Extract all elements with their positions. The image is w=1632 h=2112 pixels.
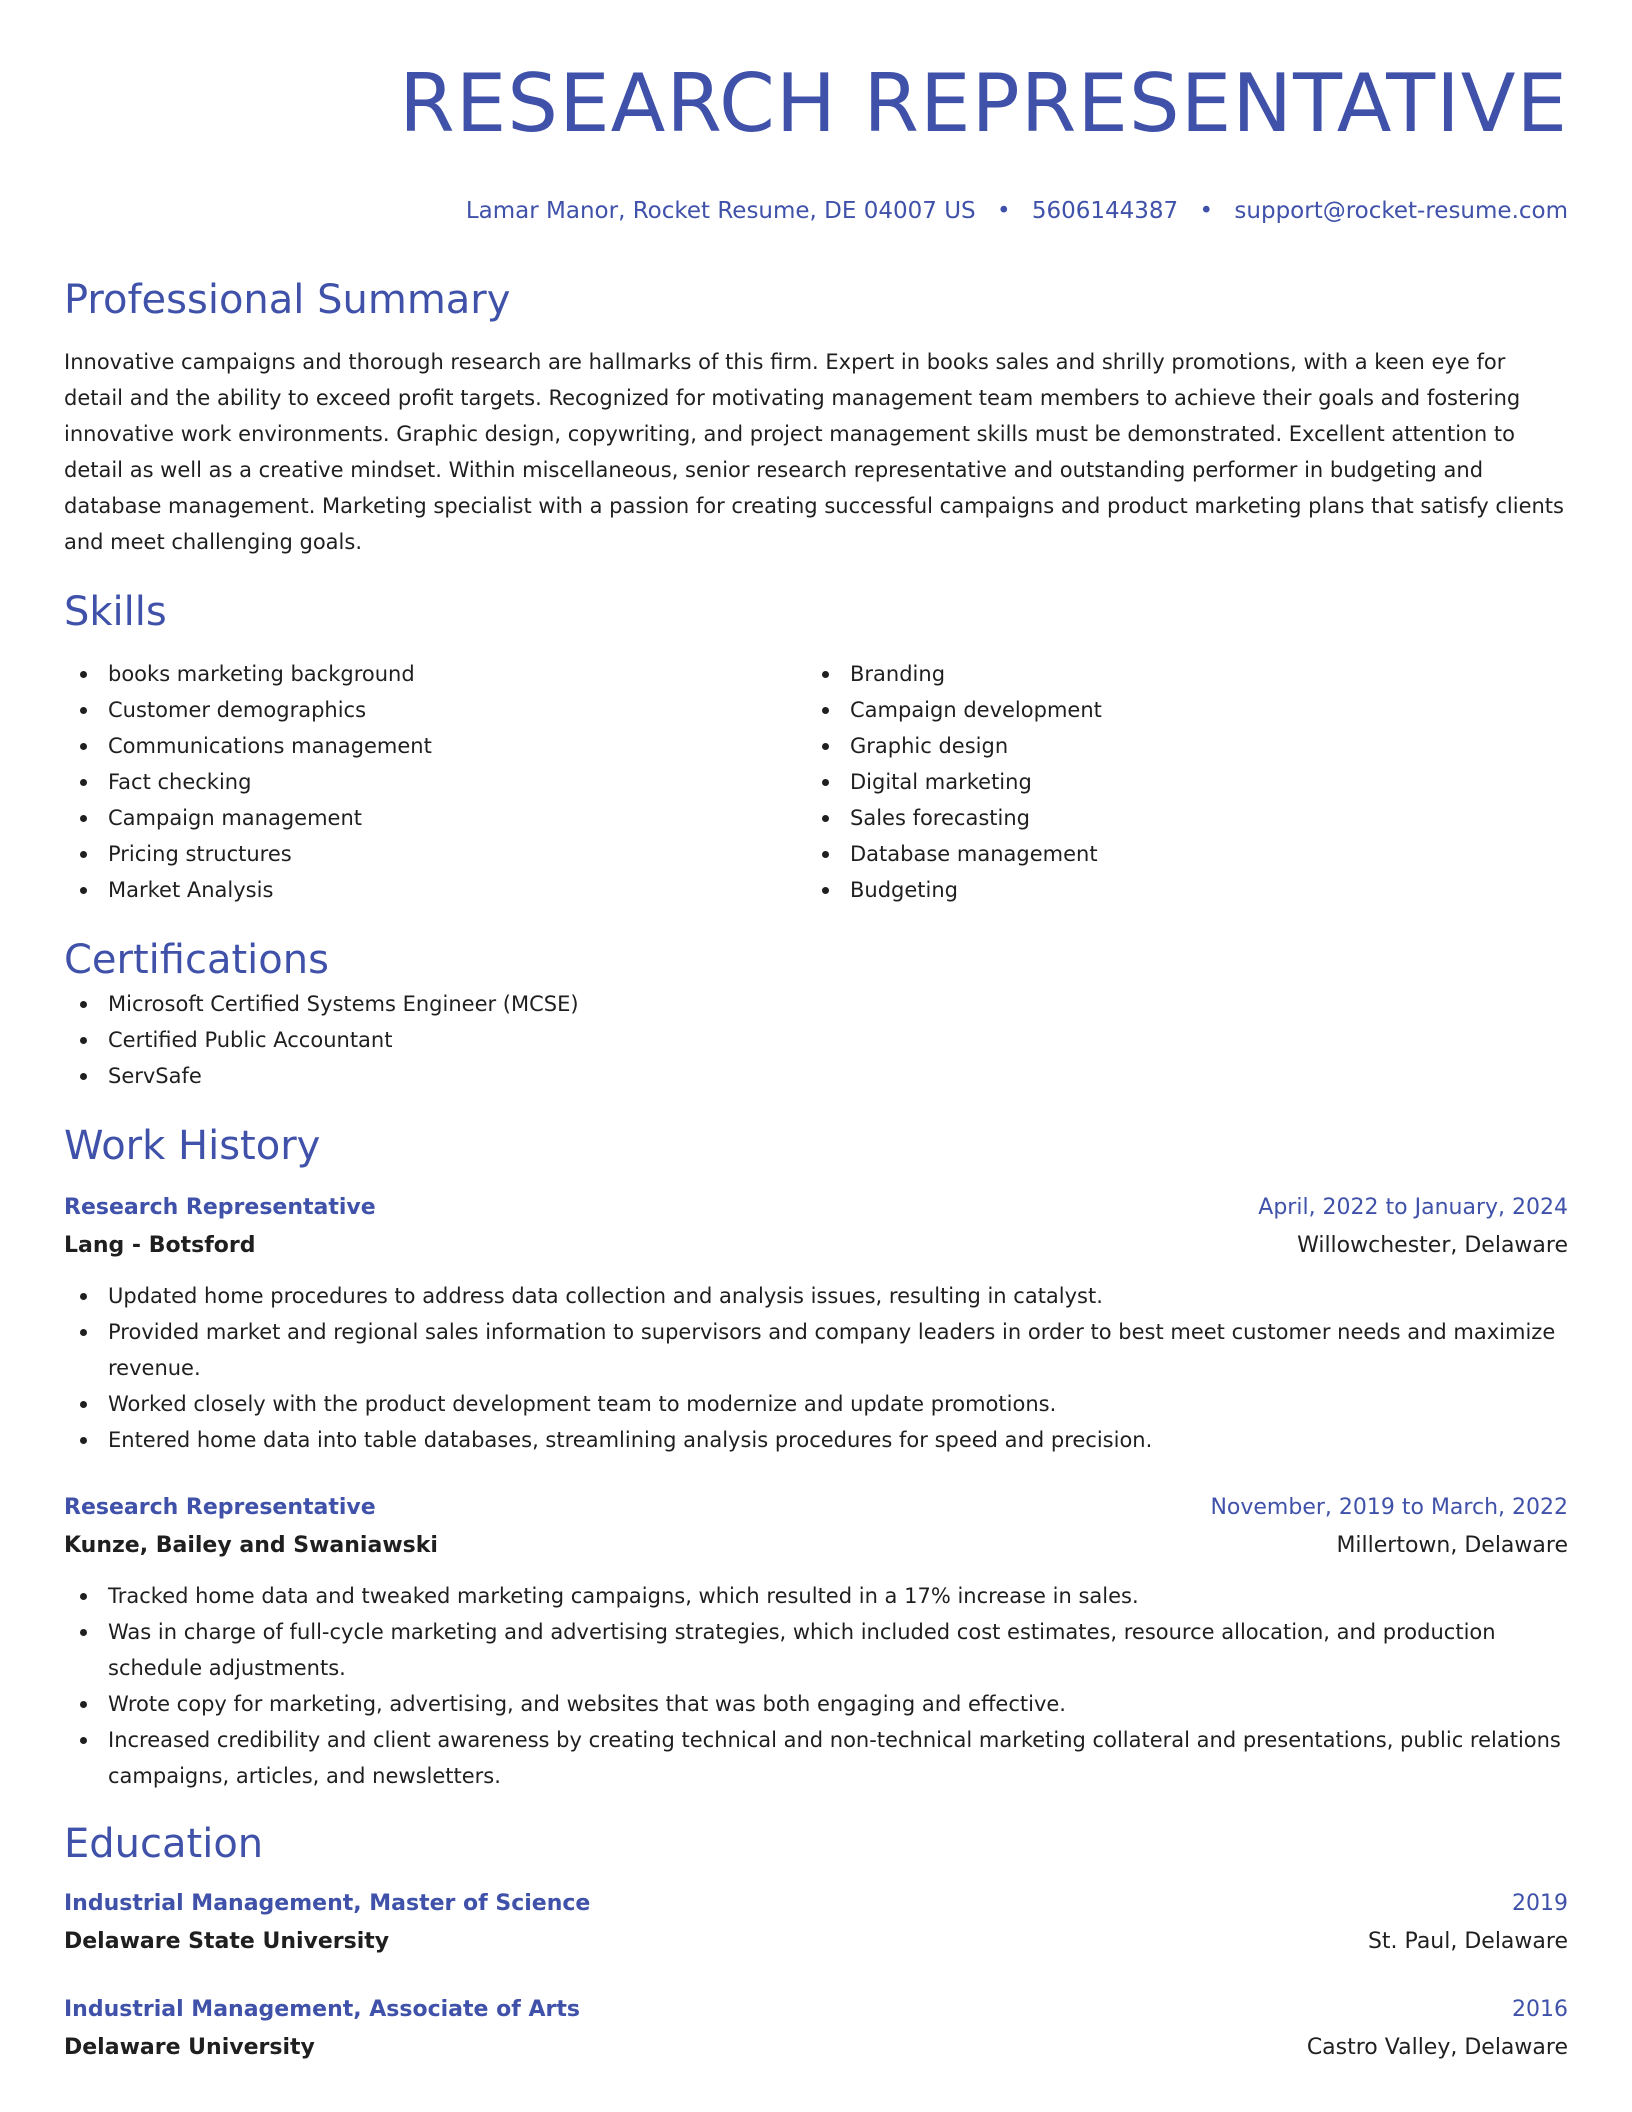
job-company: Lang - Botsford — [64, 1233, 256, 1258]
job-bullets — [64, 1578, 1568, 1794]
skill-item: Budgeting — [806, 872, 1548, 908]
education-entry — [64, 1992, 1568, 2068]
job-bullet: Entered home data into table databases, streamlining analysis procedures for speed and precision. — [64, 1422, 1568, 1458]
job-bullet: Worked closely with the product development team to modernize and update promotions. — [64, 1386, 1568, 1422]
job-entry — [64, 1490, 1568, 1794]
skills-column-left — [64, 656, 806, 908]
education-heading: Education — [64, 1821, 264, 1867]
summary-text: Innovative campaigns and thorough research are hallmarks of this firm. Expert in books sales and shrilly promotions, with a keen eye for detail and the ability to exceed profit targets. Recognized for motivating management team members to achieve their goals and fostering innovative work environments. Graphic design, copywriting, and project management skills must be demonstrated. Excellent attention to detail as well as a creative mindset. Within miscellaneous, senior research representative and outstanding performer in budgeting and database management. Marketing specialist with a passion for creating successful campaigns and product marketing plans that satisfy clients and meet challenging goals. — [64, 350, 1564, 554]
education-school: Delaware State University — [64, 1929, 390, 1954]
education-entry — [64, 1886, 1568, 1962]
certification-item: ServSafe — [64, 1058, 1568, 1094]
education-section — [64, 1818, 1568, 2068]
skill-item: Pricing structures — [64, 836, 806, 872]
contact-line — [64, 198, 1568, 224]
education-year: 2016 — [1512, 1997, 1568, 2022]
skill-item: books marketing background — [64, 656, 806, 692]
contact-email[interactable]: support@rocket-resume.com — [1234, 198, 1568, 224]
skill-item: Customer demographics — [64, 692, 806, 728]
contact-separator: • — [1199, 198, 1214, 224]
skill-item: Campaign development — [806, 692, 1548, 728]
job-bullet: Wrote copy for marketing, advertising, and websites that was both engaging and effective. — [64, 1686, 1568, 1722]
skills-column-right — [806, 656, 1548, 908]
skills-section — [64, 586, 1568, 908]
job-location: Willowchester, Delaware — [1297, 1233, 1568, 1258]
resume-title: RESEARCH REPRESENTATIVE — [399, 57, 1568, 150]
education-year: 2019 — [1512, 1891, 1568, 1916]
work-history-section — [64, 1120, 1568, 1794]
education-location: Castro Valley, Delaware — [1306, 2035, 1568, 2060]
job-bullet: Updated home procedures to address data collection and analysis issues, resulting in catalyst. — [64, 1278, 1568, 1314]
job-company: Kunze, Bailey and Swaniawski — [64, 1533, 438, 1558]
skills-heading: Skills — [64, 589, 167, 635]
job-bullets — [64, 1278, 1568, 1458]
job-location: Millertown, Delaware — [1336, 1533, 1568, 1558]
education-location: St. Paul, Delaware — [1367, 1929, 1568, 1954]
education-degree: Industrial Management, Master of Science — [64, 1891, 591, 1916]
education-degree: Industrial Management, Associate of Arts — [64, 1997, 580, 2022]
skill-item: Campaign management — [64, 800, 806, 836]
job-bullet: Increased credibility and client awareness by creating technical and non-technical marketing collateral and presentations, public relations campaigns, articles, and newsletters. — [64, 1722, 1568, 1794]
skill-item: Market Analysis — [64, 872, 806, 908]
summary-heading: Professional Summary — [64, 277, 511, 323]
contact-separator: • — [996, 198, 1011, 224]
summary-section — [64, 274, 1568, 560]
skill-item: Sales forecasting — [806, 800, 1548, 836]
skill-item: Branding — [806, 656, 1548, 692]
job-title: Research Representative — [64, 1195, 376, 1220]
job-bullet: Tracked home data and tweaked marketing campaigns, which resulted in a 17% increase in sales. — [64, 1578, 1568, 1614]
contact-address: Lamar Manor, Rocket Resume, DE 04007 US — [465, 198, 976, 224]
skill-item: Communications management — [64, 728, 806, 764]
education-school: Delaware University — [64, 2035, 315, 2060]
certifications-section — [64, 934, 1568, 1094]
work-history-heading: Work History — [64, 1123, 321, 1169]
job-dates: April, 2022 to January, 2024 — [1258, 1195, 1568, 1220]
skill-item: Graphic design — [806, 728, 1548, 764]
job-bullet: Provided market and regional sales information to supervisors and company leaders in order to best meet customer needs and maximize revenue. — [64, 1314, 1568, 1386]
certification-item: Microsoft Certified Systems Engineer (MCSE) — [64, 986, 1568, 1022]
certifications-heading: Certifications — [64, 937, 329, 983]
certifications-list — [64, 986, 1568, 1094]
skill-item: Database management — [806, 836, 1548, 872]
contact-phone[interactable]: 5606144387 — [1031, 198, 1179, 224]
resume-page — [64, 0, 1568, 2068]
certification-item: Certified Public Accountant — [64, 1022, 1568, 1058]
job-dates: November, 2019 to March, 2022 — [1210, 1495, 1568, 1520]
skills-grid — [64, 656, 1568, 908]
job-title: Research Representative — [64, 1495, 376, 1520]
skill-item: Fact checking — [64, 764, 806, 800]
job-entry — [64, 1190, 1568, 1458]
job-bullet: Was in charge of full-cycle marketing and advertising strategies, which included cost estimates, resource allocation, and production schedule adjustments. — [64, 1614, 1568, 1686]
skill-item: Digital marketing — [806, 764, 1548, 800]
